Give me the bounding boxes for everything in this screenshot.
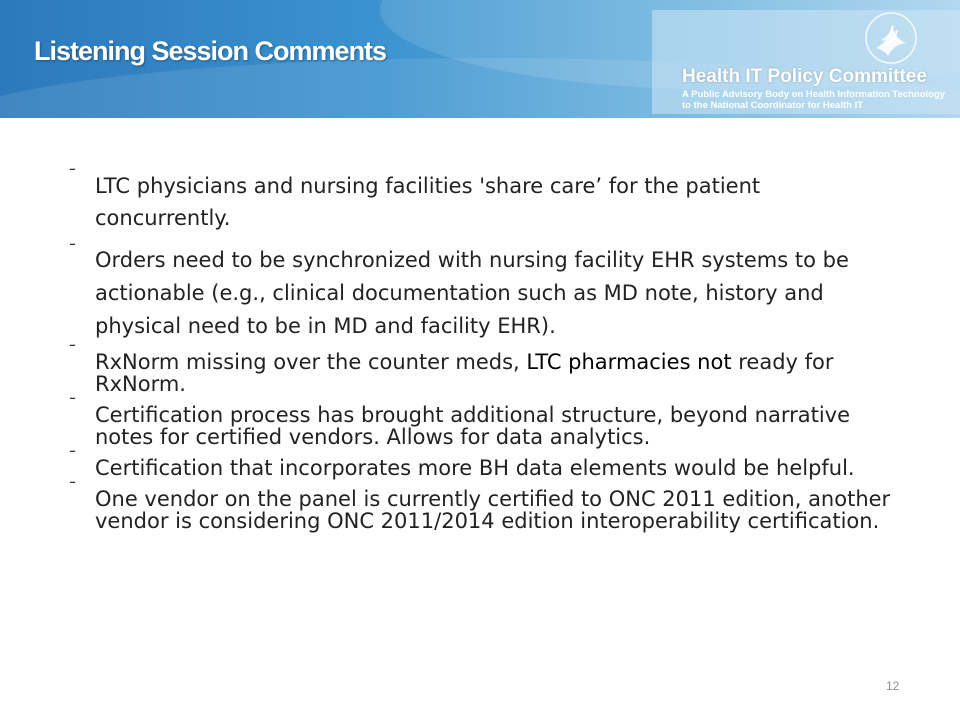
slide-title: Listening Session Comments (34, 36, 387, 66)
bullet-list (68, 166, 898, 541)
page-number: 12 (886, 679, 900, 693)
bullet-item (68, 166, 898, 234)
bullet-item (68, 241, 898, 343)
slide-header (0, 0, 960, 118)
bullet-dash-icon: ¯ (68, 448, 77, 469)
bullet-dash-icon: ¯ (68, 166, 77, 187)
bullet-dash-icon: ¯ (68, 342, 77, 363)
committee-subtitle-line1: A Public Advisory Body on Health Information Technology (682, 89, 946, 100)
committee-name: Health IT Policy Committee (682, 66, 927, 87)
bullet-item (68, 395, 898, 449)
bullet-text: ready for RxNorm. (95, 350, 834, 396)
bullet-item (68, 479, 898, 533)
committee-subtitle-line2: to the National Coordinator for Health IT (682, 100, 864, 111)
bullet-highlight-text: LTC pharmacies not (526, 350, 732, 374)
bullet-text: LTC physicians and nursing facilities 'share care’ for the patient concurrently. (95, 174, 761, 230)
bullet-text: RxNorm missing over the counter meds, (95, 350, 527, 374)
bullet-text: Certification that incorporates more BH data elements would be helpful. (95, 456, 855, 480)
bullet-dash-icon: ¯ (68, 479, 77, 500)
bullet-text: Orders need to be synchronized with nursing facility EHR systems to be actionable (e.g., clinical documentation such as MD note, history and physical need to be in MD and facility EHR). (95, 248, 849, 338)
bullet-dash-icon: ¯ (68, 241, 77, 262)
bullet-text: Certification process has brought additional structure, beyond narrative notes for certified vendors. Allows for data analytics. (95, 403, 851, 449)
bullet-item (68, 342, 898, 396)
bullet-dash-icon: ¯ (68, 395, 77, 416)
bullet-text: One vendor on the panel is currently certified to ONC 2011 edition, another vendor is considering ONC 2011/2014 edition interoperability certification. (95, 487, 891, 533)
bullet-item (68, 448, 898, 480)
hhs-eagle-emblem-icon (862, 10, 920, 66)
